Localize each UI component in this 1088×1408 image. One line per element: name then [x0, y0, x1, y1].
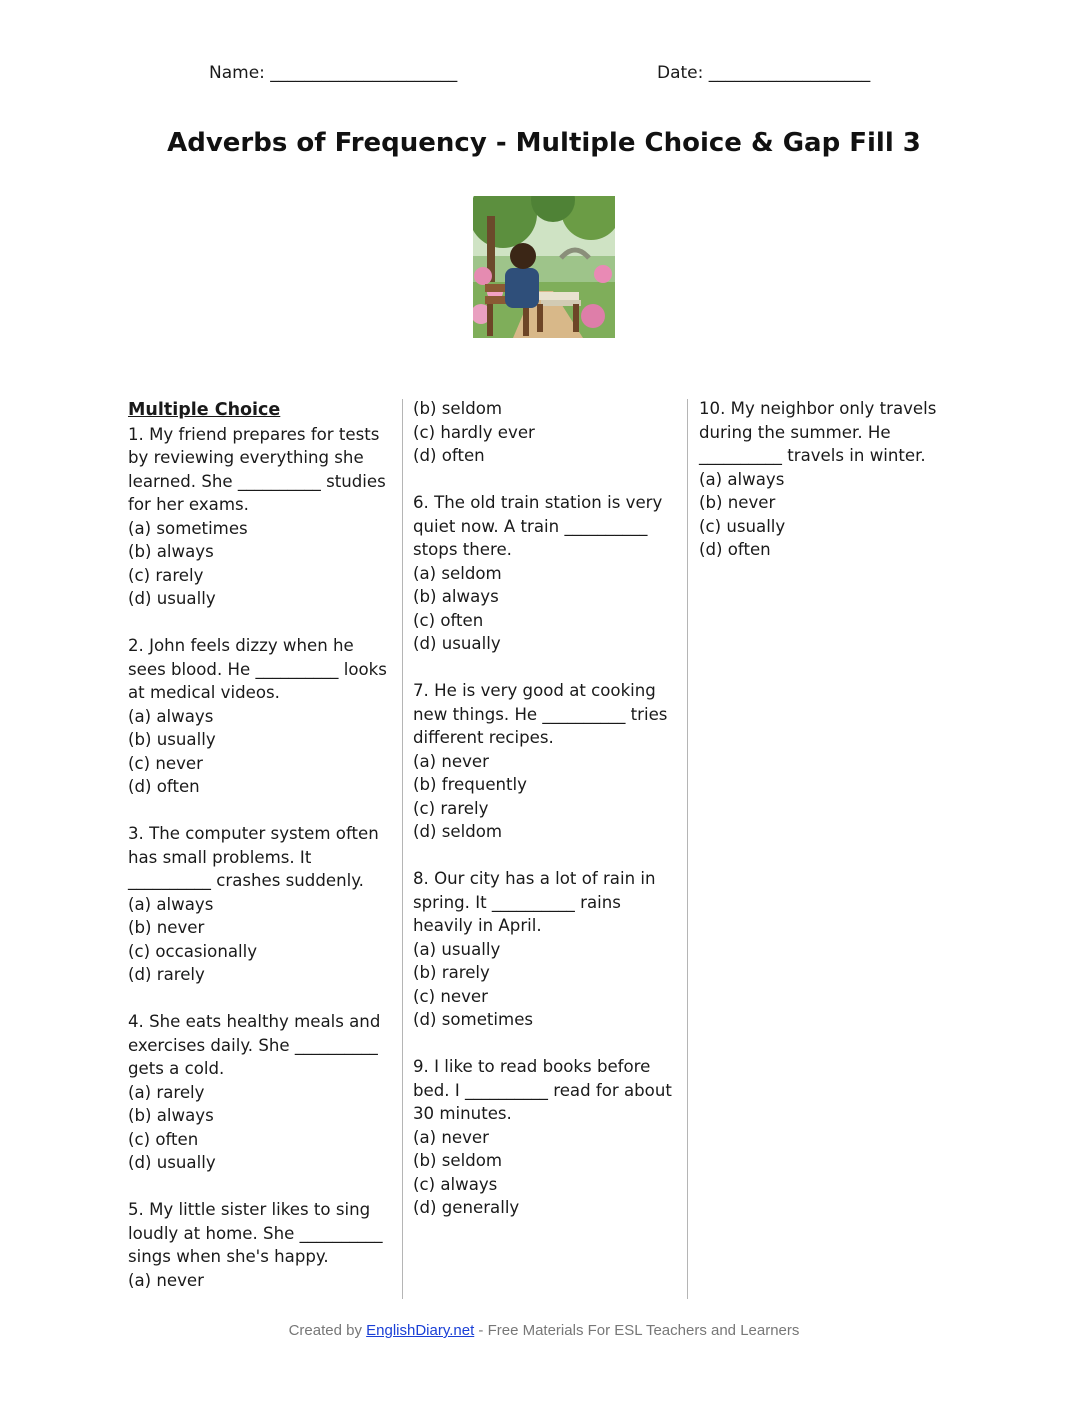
- answer-option: (b) never: [699, 493, 776, 512]
- answer-option: (a) never: [413, 1127, 489, 1147]
- question-5-continued: [413, 397, 675, 468]
- answer-option: (d) rarely: [128, 965, 205, 984]
- englishdiary-link[interactable]: EnglishDiary.net: [366, 1322, 475, 1339]
- column-2: [413, 397, 675, 1243]
- question-stem: 6. The old train station is very quiet now. A train __________ stops there.: [413, 493, 663, 559]
- question-10: [699, 397, 961, 562]
- question-9: [413, 1055, 675, 1220]
- answer-option: (a) seldom: [413, 563, 502, 583]
- question-2: [128, 634, 390, 799]
- answer-option: (c) rarely: [413, 798, 489, 818]
- answer-option: (a) rarely: [128, 1082, 205, 1102]
- answer-option: (c) occasionally: [128, 941, 258, 961]
- answer-option: (c) usually: [699, 516, 786, 536]
- answer-option: (b) seldom: [413, 1151, 503, 1170]
- answer-option: (c) hardly ever: [413, 422, 535, 442]
- question-8: [413, 867, 675, 1032]
- date-field-label: Date: ___________________: [657, 63, 871, 83]
- answer-option: (c) never: [128, 753, 203, 773]
- question-4: [128, 1010, 390, 1175]
- question-stem: 2. John feels dizzy when he sees blood. He __________ looks at medical videos.: [128, 636, 387, 702]
- question-3: [128, 822, 390, 987]
- answer-option: (b) always: [128, 1106, 214, 1125]
- column-divider: [402, 399, 403, 1299]
- footer-suffix: - Free Materials For ESL Teachers and Learners: [474, 1322, 800, 1339]
- answer-option: (b) frequently: [413, 775, 527, 794]
- answer-option: (d) generally: [413, 1198, 520, 1217]
- footer-credit: [0, 1322, 1088, 1339]
- answer-option: (c) rarely: [128, 565, 204, 585]
- question-5: [128, 1198, 390, 1292]
- answer-option: (a) always: [128, 894, 214, 914]
- answer-option: (d) usually: [128, 1153, 216, 1172]
- answer-option: (c) often: [128, 1129, 199, 1149]
- question-stem: 3. The computer system often has small problems. It __________ crashes suddenly.: [128, 824, 379, 890]
- question-stem: 10. My neighbor only travels during the summer. He __________ travels in winter.: [699, 399, 937, 465]
- name-field-label: Name: ______________________: [209, 63, 458, 83]
- question-stem: 7. He is very good at cooking new things. He __________ tries different recipes.: [413, 681, 668, 747]
- answer-option: (d) usually: [413, 634, 501, 653]
- answer-option: (a) never: [413, 751, 489, 771]
- question-6: [413, 491, 675, 656]
- answer-option: (a) always: [128, 706, 214, 726]
- worksheet-title: Adverbs of Frequency - Multiple Choice & Gap Fill 3: [167, 128, 921, 158]
- answer-option: (b) usually: [128, 730, 216, 749]
- answer-option: (b) seldom: [413, 399, 503, 418]
- section-heading: Multiple Choice: [128, 400, 281, 420]
- answer-option: (d) often: [128, 777, 200, 796]
- answer-option: (d) usually: [128, 589, 216, 608]
- answer-option: (c) always: [413, 1174, 498, 1194]
- question-stem: 9. I like to read books before bed. I __________ read for about 30 minutes.: [413, 1057, 672, 1123]
- answer-option: (a) always: [699, 469, 785, 489]
- answer-option: (d) sometimes: [413, 1010, 534, 1029]
- answer-option: (c) often: [413, 610, 484, 630]
- answer-option: (a) usually: [413, 939, 501, 959]
- footer-prefix: Created by: [288, 1322, 367, 1339]
- answer-option: (b) never: [128, 918, 205, 937]
- column-1: [128, 397, 390, 1316]
- answer-option: (d) seldom: [413, 822, 503, 841]
- question-1: [128, 423, 390, 611]
- question-7: [413, 679, 675, 844]
- question-stem: 5. My little sister likes to sing loudly at home. She __________ sings when she's happy.: [128, 1200, 383, 1266]
- column-divider: [687, 399, 688, 1299]
- answer-option: (b) always: [128, 542, 214, 561]
- column-3: [699, 397, 961, 585]
- question-stem: 8. Our city has a lot of rain in spring. It __________ rains heavily in April.: [413, 869, 656, 935]
- question-stem: 4. She eats healthy meals and exercises daily. She __________ gets a cold.: [128, 1012, 381, 1078]
- answer-option: (b) rarely: [413, 963, 490, 982]
- illustration-boy-reading-in-garden: [473, 196, 615, 338]
- answer-option: (b) always: [413, 587, 499, 606]
- answer-option: (d) often: [413, 446, 485, 465]
- answer-option: (d) often: [699, 540, 771, 559]
- answer-option: (a) never: [128, 1270, 204, 1290]
- answer-option: (c) never: [413, 986, 488, 1006]
- question-stem: 1. My friend prepares for tests by reviewing everything she learned. She __________ studies for her exams.: [128, 424, 386, 514]
- answer-option: (a) sometimes: [128, 518, 248, 538]
